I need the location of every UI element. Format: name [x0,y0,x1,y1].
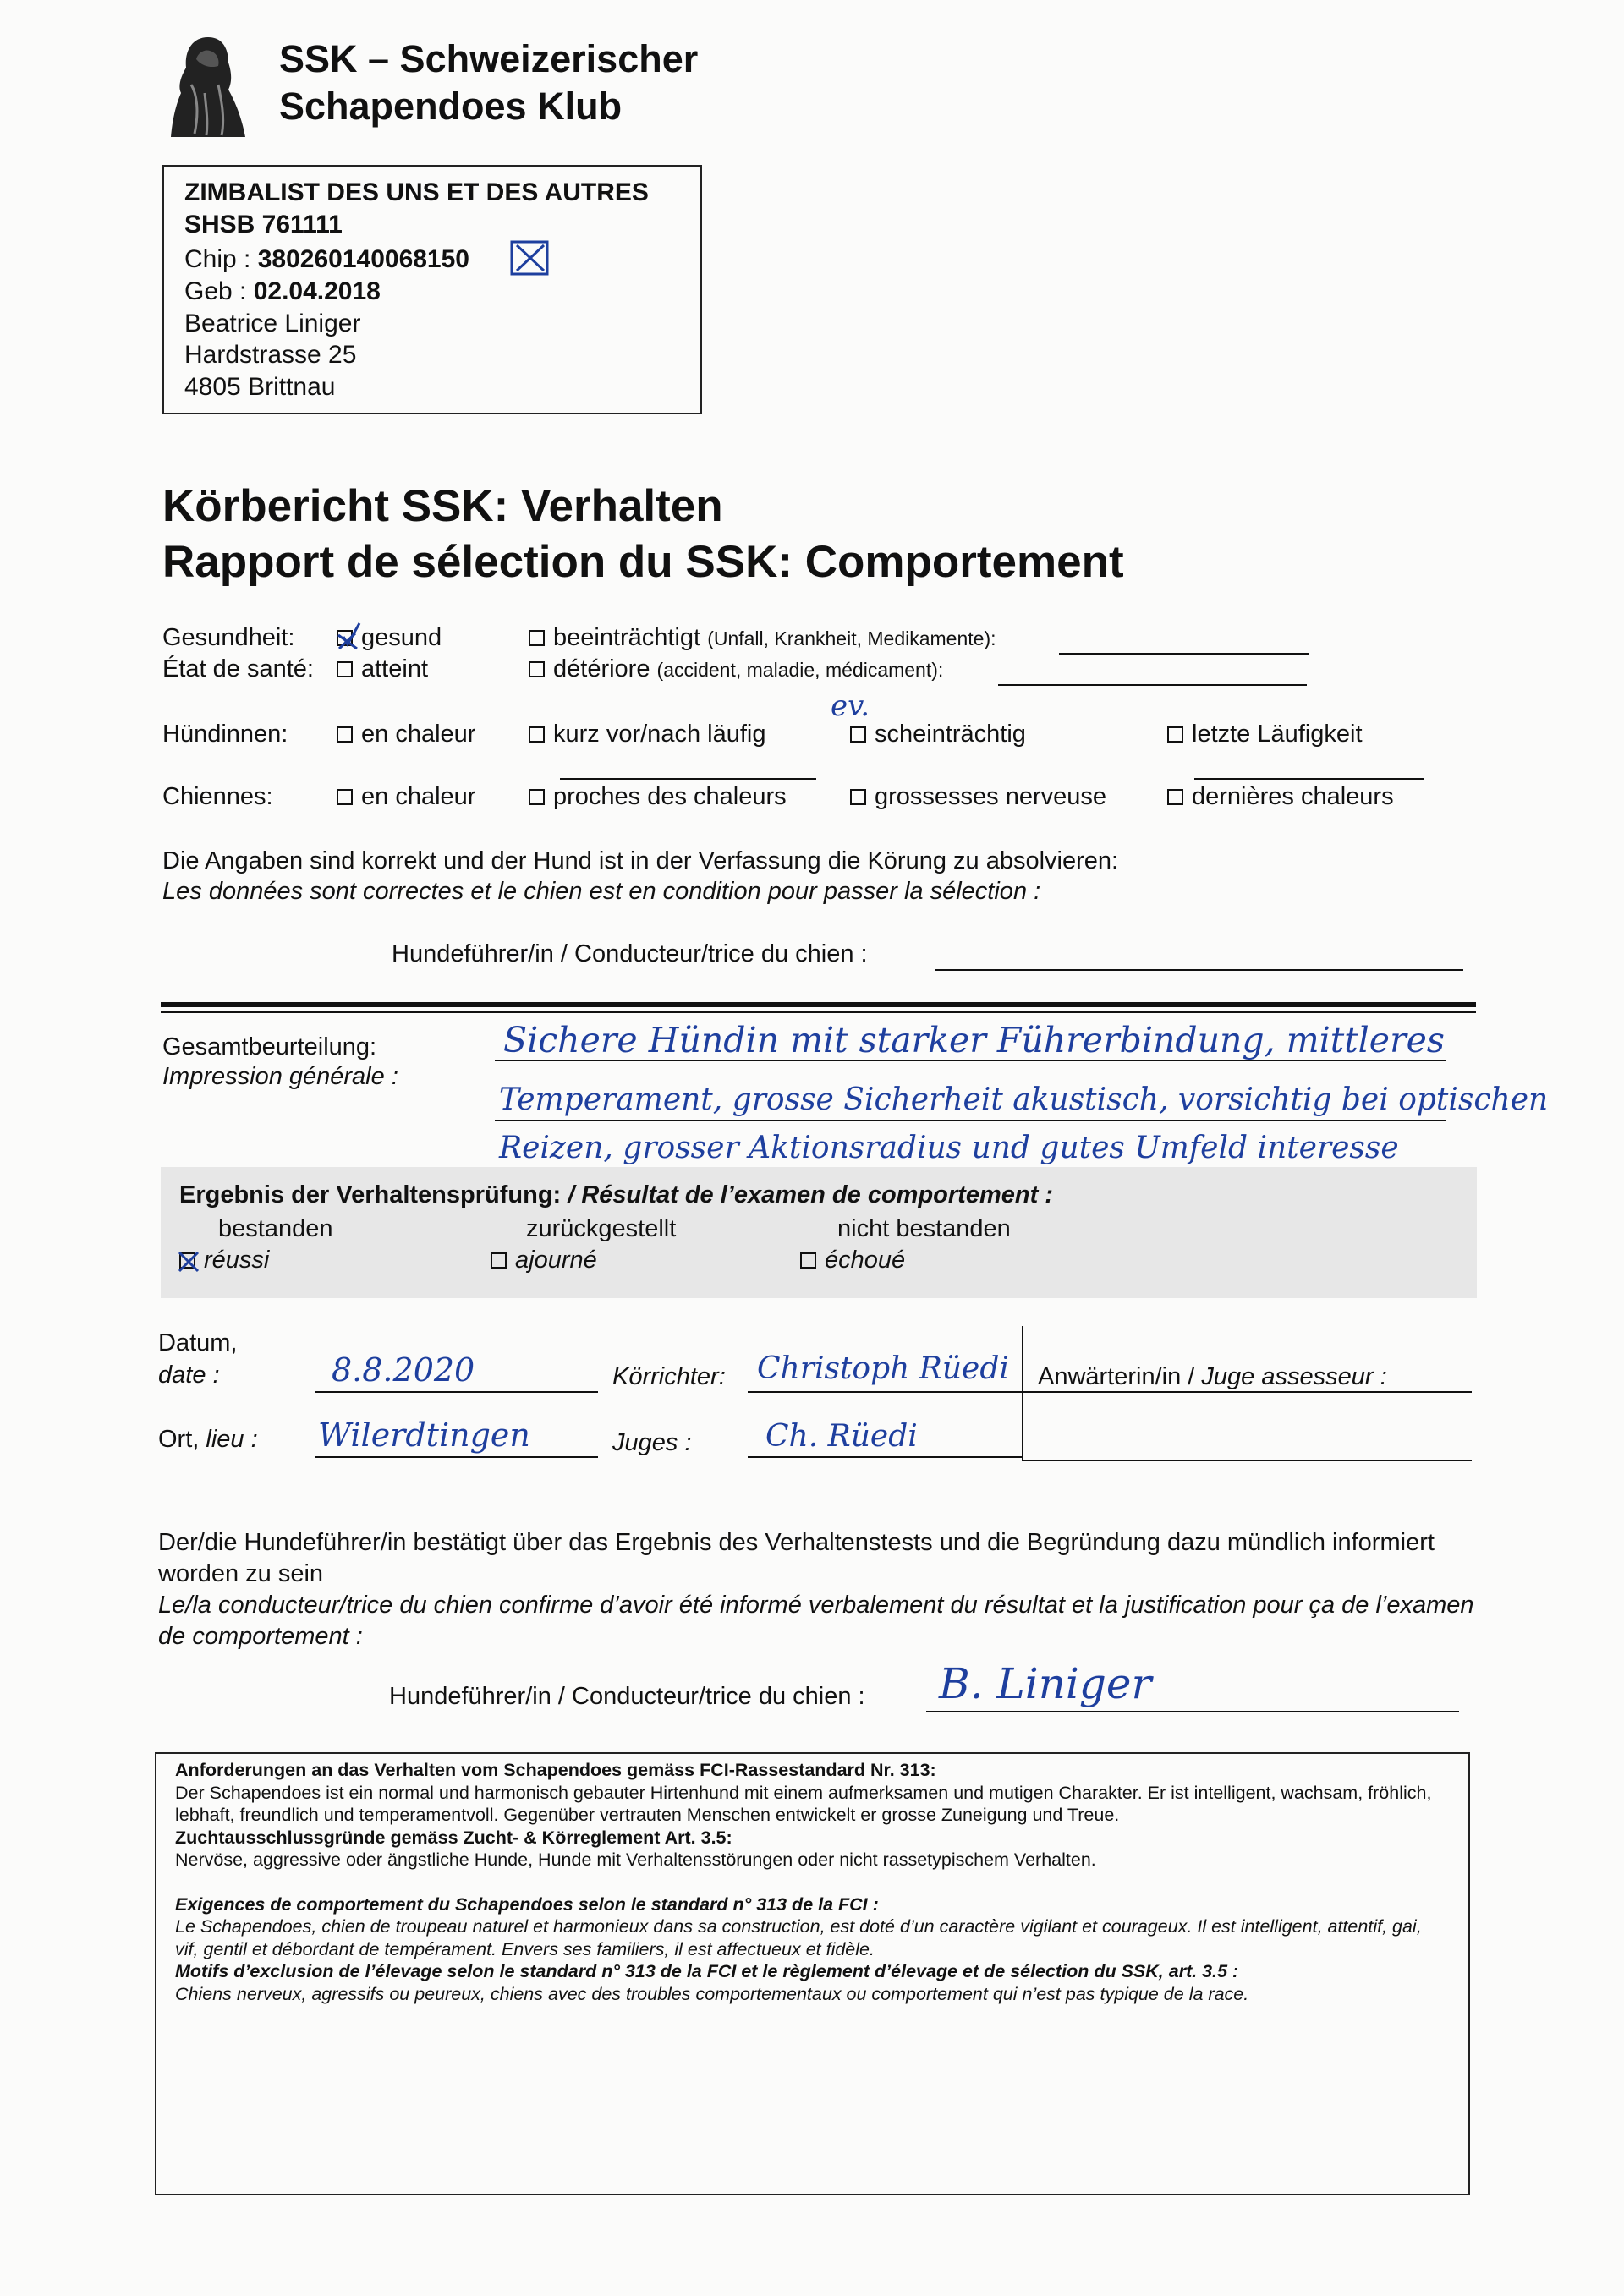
result-heading [179,1181,1053,1209]
section-divider-thick [161,1002,1476,1007]
near-heat-label-fr: proches des chaleurs [553,783,787,810]
assessment-text-line3[interactable]: Reizen, grosser Aktionsradius und gutes Umfeld interesse [499,1131,1399,1165]
result-heading-fr: / Résultat de l’examen de comportement : [561,1181,1053,1208]
judge-initials[interactable]: Ch. Rüedi [765,1419,918,1454]
health-healthy-label: gesund [361,624,442,651]
health-impaired-de-option[interactable] [529,624,996,652]
result-deferred-option[interactable] [491,1247,597,1274]
requirements-text-fr: Le Schapendoes, chien de troupeau naturel et harmonieux dans sa construction, est doté d’un caractère vigilant et courageux. Il est intelligent, attentif, gai, vif, gentil et débordant de tempérament. Envers ses familiers, il est affectueux et fidèle. [175,1916,1422,1959]
result-failed-option[interactable] [800,1247,905,1274]
last-heat-option-fr[interactable] [1167,783,1394,811]
health-deteriore-note: (accident, maladie, médicament): [656,659,944,681]
assessor-line-2[interactable] [1023,1460,1472,1461]
result-passed-checkbox[interactable] [179,1252,195,1269]
last-heat-checkbox-de[interactable] [1167,726,1183,743]
club-name [279,36,698,130]
judge-signature[interactable]: Christoph Rüedi [757,1351,1009,1386]
assessment-text-line1[interactable]: Sichere Hündin mit starker Führerbindung, mittleres [503,1020,1445,1060]
report-title-de: Körbericht SSK: Verhalten [162,481,723,531]
dog-shsb: SHSB 761111 [184,210,343,238]
assessment-label-de: Gesamtbeurteilung: [162,1033,377,1060]
owner-city: 4805 Brittnau [184,372,336,401]
judge-line [748,1391,1022,1393]
judge-label-fr: Juges : [612,1429,692,1456]
place-line [315,1456,598,1458]
result-failed-de: nicht bestanden [837,1215,1011,1242]
result-passed-de: bestanden [218,1215,333,1242]
result-deferred-de: zurückgestellt [526,1215,677,1242]
club-name-line2: Schapendoes Klub [279,85,623,128]
exclusion-text-fr: Chiens nerveux, agressifs ou peureux, chiens avec des troubles comportementaux ou comportement qui n’est pas typique de la race. [175,1983,1249,2004]
dog-name: ZIMBALIST DES UNS ET DES AUTRES [184,178,649,206]
assessor-label-de: Anwärterin/in / [1038,1363,1202,1390]
exclusion-heading-fr: Motifs d’exclusion de l’élevage selon le standard n° 313 de la FCI et le règlement d’élevage et de sélection du SSK, art. 3.5 : [175,1961,1239,1981]
assessor-label [1038,1363,1387,1391]
health-affected-checkbox[interactable] [337,661,353,677]
health-impaired-line[interactable] [1059,653,1309,655]
requirements-box [155,1752,1470,2195]
health-impaired-note: (Unfall, Krankheit, Medikamente): [707,627,996,649]
near-heat-option-de[interactable] [529,721,765,748]
exclusion-heading-de: Zuchtausschlussgründe gemäss Zucht- & Körreglement Art. 3.5: [175,1827,732,1848]
health-affected-option[interactable] [337,655,428,683]
club-logo-dog-image [166,34,250,140]
date-label-de: Datum, [158,1329,238,1356]
declaration-handler-signature-line[interactable] [935,969,1463,971]
pseudo-label-de: scheinträchtig [875,721,1026,748]
assessment-text-line2[interactable]: Temperament, grosse Sicherheit akustisch, vorsichtig bei optischen [499,1082,1549,1117]
judge-initials-line [748,1456,1022,1458]
chip-verified-checkbox[interactable] [510,240,549,276]
date-label-fr: date : [158,1362,220,1389]
result-failed-checkbox[interactable] [800,1252,816,1269]
confirmation-handler-label: Hundeführer/in / Conducteur/trice du chien : [389,1683,865,1710]
chip-number: 380260140068150 [257,245,469,273]
health-impaired-fr-option[interactable] [529,655,943,683]
heat-checkbox-fr[interactable] [337,789,353,805]
requirements-heading-de: Anforderungen an das Verhalten vom Schapendoes gemäss FCI-Rassestandard Nr. 313: [175,1760,936,1780]
heat-option-de[interactable] [337,721,475,748]
last-heat-line[interactable] [1194,778,1424,780]
confirmation-fr: Le/la conducteur/trice du chien confirme d’avoir été informé verbalement du résultat et la justification pour ça de l’examen de comportement : [158,1592,1474,1650]
health-label-de: Gesundheit: [162,624,295,651]
assessment-line-2 [495,1120,1446,1121]
declaration-de: Die Angaben sind korrekt und der Hund ist in der Verfassung die Körung zu absolvieren: [162,847,1119,874]
health-healthy-checkbox[interactable] [337,630,353,646]
declaration-fr: Les données sont correctes et le chien est en condition pour passer la sélection : [162,878,1041,905]
birth-row [184,276,680,308]
assessment-label-fr: Impression générale : [162,1063,398,1090]
declaration-handler-label: Hundeführer/in / Conducteur/trice du chien : [392,940,868,967]
health-impaired-checkbox[interactable] [529,630,545,646]
pseudo-option-de[interactable] [850,721,1026,748]
confirmation-signature-line [926,1711,1459,1712]
requirements-heading-fr: Exigences de comportement du Schapendoes selon le standard n° 313 de la FCI : [175,1893,879,1915]
place-value[interactable]: Wilerdtingen [318,1417,530,1454]
result-passed-label: réussi [204,1247,270,1274]
birth-label: Geb : [184,277,254,305]
pseudo-checkbox-fr[interactable] [850,789,866,805]
pseudo-option-fr[interactable] [850,783,1106,811]
health-deteriore-line[interactable] [998,684,1307,686]
health-deteriore-label: détériore [553,655,650,682]
birth-date: 02.04.2018 [253,277,381,305]
pseudo-checkbox-de[interactable] [850,726,866,743]
health-affected-label: atteint [361,655,428,682]
club-name-line1: SSK – Schweizerischer [279,37,699,80]
chip-label: Chip : [184,245,258,273]
near-heat-option-fr[interactable] [529,783,787,811]
assessor-line-1[interactable] [1023,1391,1472,1393]
place-label-fr: lieu : [206,1426,258,1453]
chip-row [184,240,680,276]
result-heading-de: Ergebnis der Verhaltensprüfung: [179,1181,562,1208]
requirements-text-de: Der Schapendoes ist ein normal und harmonisch gebauter Hirtenhund mit einem aufmerksamen und mutigen Charakter. Er ist intelligent, wachsam, fröhlich, lebhaft, freundlich und temperamentvoll. Gegenüber vertrauten Menschen entwickelt er grosse Zuneigung und Treue. [175,1782,1432,1825]
place-label [158,1426,258,1454]
near-heat-label-de: kurz vor/nach läufig [553,721,766,748]
report-title-fr: Rapport de sélection du SSK: Comportement [162,537,1124,587]
exclusion-text-de: Nervöse, aggressive oder ängstliche Hunde, Hunde mit Verhaltensstörungen oder nicht rassetypischem Verhalten. [175,1849,1096,1870]
near-heat-checkbox-fr[interactable] [529,789,545,805]
heat-checkbox-de[interactable] [337,726,353,743]
last-heat-label-de: letzte Läufigkeit [1192,721,1363,748]
result-deferred-label: ajourné [515,1247,597,1274]
assessor-label-fr: Juge assesseur : [1201,1363,1387,1390]
section-divider-thin [161,1011,1476,1013]
judge-label-de: Körrichter: [612,1363,726,1390]
females-label-de: Hündinnen: [162,721,288,748]
result-deferred-checkbox[interactable] [491,1252,507,1269]
last-heat-checkbox-fr[interactable] [1167,789,1183,805]
result-passed-option[interactable] [179,1247,269,1274]
pseudo-label-fr: grossesses nerveuse [875,783,1107,810]
health-healthy-option[interactable] [337,624,442,652]
assessor-divider [1022,1326,1023,1461]
owner-street: Hardstrasse 25 [184,341,357,369]
near-heat-checkbox-de[interactable] [529,726,545,743]
owner-name: Beatrice Liniger [184,309,361,337]
pseudo-pregnancy-handwritten-note: ev. [831,689,870,723]
confirmation-de: Der/die Hundeführer/in bestätigt über das Ergebnis des Verhaltenstests und die Begründung dazu mündlich informiert worden zu sein [158,1529,1435,1587]
health-deteriore-checkbox[interactable] [529,661,545,677]
health-label-fr: État de santé: [162,655,314,682]
result-failed-label: échoué [825,1247,906,1274]
near-heat-line[interactable] [560,778,816,780]
place-label-de: Ort, [158,1426,206,1453]
health-impaired-label: beeinträchtigt [553,624,701,651]
heat-option-fr[interactable] [337,783,475,811]
heat-label-de: en chaleur [361,721,476,748]
handler-signature[interactable]: B. Liniger [939,1659,1152,1708]
date-line [315,1391,598,1393]
dog-address-box [162,165,702,414]
last-heat-label-fr: dernières chaleurs [1192,783,1394,810]
heat-label-fr: en chaleur [361,783,476,810]
last-heat-option-de[interactable] [1167,721,1363,748]
females-label-fr: Chiennes: [162,783,273,810]
date-value[interactable]: 8.8.2020 [332,1351,475,1389]
